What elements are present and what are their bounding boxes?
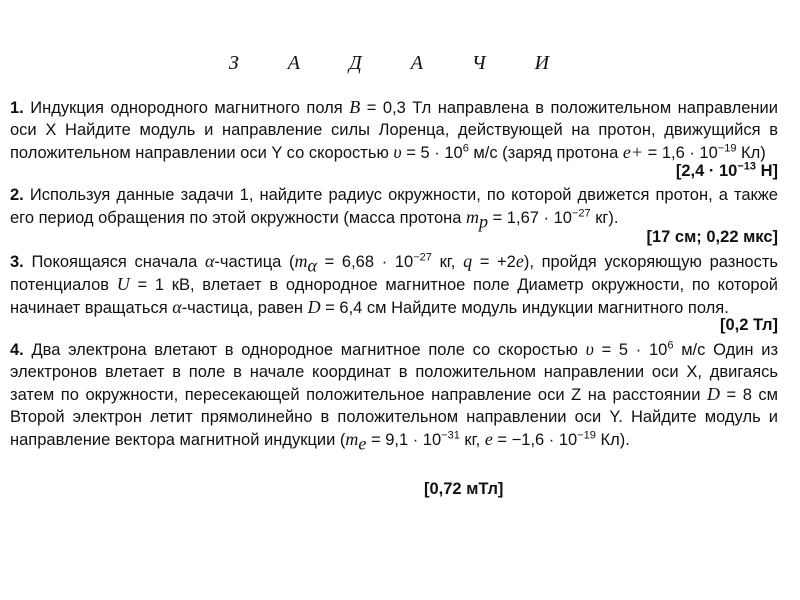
page-title: З А Д А Ч И bbox=[228, 52, 572, 74]
problem-number: 3. bbox=[10, 253, 24, 271]
answer-4: [0,72 мТл] bbox=[424, 480, 504, 498]
problem-number: 4. bbox=[10, 341, 24, 359]
problem-number: 2. bbox=[10, 186, 24, 204]
problem-number: 1. bbox=[10, 99, 24, 117]
problem-2: 2. Используя данные задачи 1, найдите радиус окружности, по которой движется протон, а также его период обращения по этой окружности (масса протона $m_p = 1,67 \cdot 10^{-27}$ кг). bbox=[10, 186, 778, 232]
answer-1: [$2,4 \cdot 10^{-13}$ Н] bbox=[675, 160, 778, 180]
problem-4: 4. Два электрона влетают в однородное магнитное поле со скоростью $\upsilon = 5 \cdot 10^6$ м/с Один из электронов влетает в поле в начале координат в положительном направлении оси X, двигаясь затем по окружности, пересекающей положительное направление оси Z на расстоянии D = 8 см Второй электрон летит прямолинейно в положительном направлении оси Y. Найдите модуль и направление вектора магнитной индукции ($m_e = 9,1 \cdot 10^{-31}$ кг, $e = -1,6 \cdot 10^{-19}$ Кл). bbox=[10, 339, 779, 454]
answer-3: [0,2 Тл] bbox=[719, 316, 778, 334]
answer-2: [17 см; 0,22 мкс] bbox=[646, 228, 778, 246]
problem-1: 1. Индукция однородного магнитного поля B = 0,3 Тл направлена в положительном направлении оси X Найдите модуль и направление силы Лоренца, действующей на протон, движущийся в положительном направлении оси Y со скоростью $\upsilon = 5 \cdot 10^6$ м/с (заряд протона $e+ = 1,6 \cdot 10^{-19}$ Кл) bbox=[10, 97, 778, 162]
problem-3: 3. Покоящаяся сначала α-частица ($m_\alpha = 6,68 \cdot 10^{-27}$ кг, q = +2e), пройдя ускоряющую разность потенциалов U = 1 кВ, влетает в однородное магнитное поле Диаметр окружности, по которой начинает вращаться α-частица, равен D = 6,4 см Найдите модуль индукции магнитного поля. bbox=[10, 251, 779, 317]
